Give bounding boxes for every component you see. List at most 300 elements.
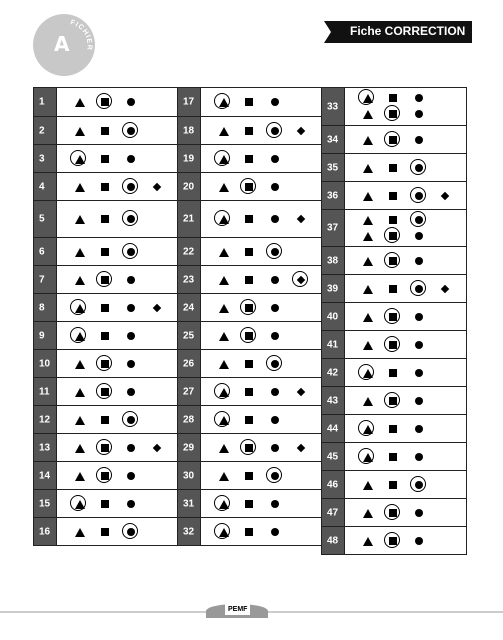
symbol-cell <box>56 322 178 349</box>
question-number-cell <box>178 350 200 377</box>
circled-square-icon <box>387 311 399 323</box>
square-icon <box>243 498 255 510</box>
circled-circle-icon <box>125 246 137 258</box>
circled-circle-icon <box>125 526 137 538</box>
answer-row <box>34 377 178 405</box>
circled-square-icon <box>99 442 111 454</box>
diamond-icon <box>295 386 307 398</box>
answer-row <box>322 274 466 302</box>
symbol-cell <box>56 117 178 144</box>
answer-row <box>322 526 466 554</box>
question-number: 38 <box>327 255 339 266</box>
circled-square-icon <box>99 470 111 482</box>
question-number-cell <box>322 527 344 554</box>
circle-icon <box>413 423 425 435</box>
question-number: 10 <box>39 358 51 369</box>
question-number: 25 <box>183 330 195 341</box>
symbol-cell <box>344 210 466 246</box>
answer-row <box>322 153 466 181</box>
circle-icon <box>125 302 137 314</box>
triangle-icon <box>73 414 85 426</box>
triangle-icon <box>73 470 85 482</box>
question-number: 16 <box>39 526 51 537</box>
square-icon <box>387 283 399 295</box>
question-number-cell <box>178 88 200 116</box>
triangle-icon <box>73 274 85 286</box>
triangle-icon <box>73 442 85 454</box>
circled-triangle-icon <box>73 330 85 342</box>
square-icon <box>99 213 111 225</box>
circled-triangle-icon <box>361 92 373 104</box>
circled-square-icon <box>387 134 399 146</box>
circled-triangle-icon <box>217 96 229 108</box>
circled-circle-icon <box>413 283 425 295</box>
question-number: 42 <box>327 367 339 378</box>
question-number-cell <box>34 322 56 349</box>
answer-column <box>177 87 323 546</box>
circle-icon <box>269 181 281 193</box>
question-number-cell <box>322 210 344 246</box>
circle-icon <box>269 414 281 426</box>
symbol-cell <box>344 331 466 358</box>
answer-grid <box>33 87 468 595</box>
triangle-icon <box>361 339 373 351</box>
question-number-cell <box>34 350 56 377</box>
answer-row <box>322 470 466 498</box>
circled-square-icon <box>243 302 255 314</box>
circled-triangle-icon <box>217 498 229 510</box>
symbol-cell <box>344 88 466 125</box>
answer-row <box>34 433 178 461</box>
square-icon <box>243 470 255 482</box>
circle-icon <box>125 274 137 286</box>
question-number-cell <box>322 415 344 442</box>
circle-icon <box>413 535 425 547</box>
answer-row <box>322 442 466 470</box>
question-number-cell <box>178 434 200 461</box>
triangle-icon <box>361 190 373 202</box>
circled-diamond-icon <box>295 274 307 286</box>
square-icon <box>243 274 255 286</box>
triangle-icon <box>217 302 229 314</box>
question-number-cell <box>34 145 56 172</box>
square-icon <box>387 479 399 491</box>
answer-row <box>34 237 178 265</box>
question-number-cell <box>178 117 200 144</box>
answer-row <box>34 116 178 144</box>
triangle-icon <box>73 125 85 137</box>
question-number-cell <box>34 378 56 405</box>
question-number-cell <box>34 88 56 116</box>
symbol-cell <box>56 518 178 545</box>
answer-row <box>178 265 322 293</box>
square-icon <box>243 358 255 370</box>
circled-circle-icon <box>413 190 425 202</box>
circled-circle-icon <box>125 414 137 426</box>
answer-row <box>34 144 178 172</box>
question-number: 17 <box>183 96 195 108</box>
symbol-cell <box>344 247 466 274</box>
question-number: 6 <box>39 246 45 257</box>
question-number: 19 <box>183 153 195 164</box>
question-number: 14 <box>39 470 51 481</box>
symbol-cell <box>344 415 466 442</box>
question-number: 18 <box>183 125 195 136</box>
square-icon <box>99 414 111 426</box>
question-number-cell <box>34 294 56 321</box>
answer-row <box>178 405 322 433</box>
question-number: 35 <box>327 162 339 173</box>
circle-icon <box>269 386 281 398</box>
circled-square-icon <box>387 230 399 242</box>
triangle-icon <box>361 535 373 547</box>
triangle-icon <box>73 386 85 398</box>
question-number-cell <box>178 238 200 265</box>
symbol-cell <box>344 387 466 414</box>
circle-icon <box>269 213 281 225</box>
circle-icon <box>269 498 281 510</box>
answer-row <box>178 377 322 405</box>
answer-row <box>322 302 466 330</box>
symbol-cell <box>56 238 178 265</box>
question-number-cell <box>34 173 56 200</box>
question-number: 13 <box>39 442 51 453</box>
question-number: 12 <box>39 414 51 425</box>
circled-triangle-icon <box>361 367 373 379</box>
triangle-icon <box>217 358 229 370</box>
square-icon <box>99 153 111 165</box>
symbol-cell <box>344 499 466 526</box>
symbol-cell <box>56 173 178 200</box>
question-number: 2 <box>39 125 45 136</box>
circled-triangle-icon <box>217 213 229 225</box>
question-number-cell <box>322 331 344 358</box>
answer-row <box>178 349 322 377</box>
circle-icon <box>269 302 281 314</box>
question-number-cell <box>322 443 344 470</box>
circled-circle-icon <box>125 181 137 193</box>
answer-row <box>322 414 466 442</box>
circled-triangle-icon <box>73 498 85 510</box>
circle-icon <box>413 339 425 351</box>
question-number-cell <box>178 201 200 237</box>
square-icon <box>243 153 255 165</box>
square-icon <box>387 451 399 463</box>
circled-triangle-icon <box>217 386 229 398</box>
question-number: 28 <box>183 414 195 425</box>
diamond-icon <box>295 213 307 225</box>
triangle-icon <box>361 162 373 174</box>
question-number-cell <box>322 126 344 153</box>
question-number: 33 <box>327 101 339 112</box>
circle-icon <box>125 498 137 510</box>
circle-icon <box>125 153 137 165</box>
question-number-cell <box>322 182 344 209</box>
circle-icon <box>413 108 425 120</box>
answer-column <box>321 87 467 555</box>
question-number-cell <box>322 88 344 125</box>
answer-row <box>178 88 322 116</box>
question-number-cell <box>322 471 344 498</box>
symbol-cell <box>200 518 322 545</box>
circled-circle-icon <box>413 479 425 491</box>
question-number: 46 <box>327 479 339 490</box>
triangle-icon <box>361 283 373 295</box>
square-icon <box>243 246 255 258</box>
circled-square-icon <box>387 535 399 547</box>
symbol-cell <box>56 266 178 293</box>
answer-row <box>34 489 178 517</box>
symbol-cell <box>56 350 178 377</box>
circled-square-icon <box>99 96 111 108</box>
symbol-cell <box>200 322 322 349</box>
square-icon <box>387 190 399 202</box>
symbol-cell <box>344 471 466 498</box>
triangle-icon <box>361 255 373 267</box>
question-number-cell <box>34 406 56 433</box>
square-icon <box>99 302 111 314</box>
symbol-cell <box>344 126 466 153</box>
question-number: 37 <box>327 222 339 234</box>
diamond-icon <box>295 125 307 137</box>
circle-icon <box>269 442 281 454</box>
question-number: 47 <box>327 507 339 518</box>
answer-row <box>322 125 466 153</box>
triangle-icon <box>361 214 373 226</box>
circled-square-icon <box>99 358 111 370</box>
question-number-cell <box>178 294 200 321</box>
answer-row <box>34 349 178 377</box>
answer-row <box>34 200 178 237</box>
answer-row <box>34 293 178 321</box>
question-number-cell <box>322 359 344 386</box>
answer-row <box>178 293 322 321</box>
question-number: 20 <box>183 181 195 192</box>
triangle-icon <box>361 230 373 242</box>
question-number-cell <box>34 462 56 489</box>
question-number: 15 <box>39 498 51 509</box>
circle-icon <box>413 134 425 146</box>
question-number-cell <box>178 173 200 200</box>
circled-circle-icon <box>269 246 281 258</box>
question-number: 21 <box>183 213 195 225</box>
question-number-cell <box>178 322 200 349</box>
answer-row <box>178 517 322 545</box>
answer-row <box>178 461 322 489</box>
circle-icon <box>269 526 281 538</box>
triangle-icon <box>217 442 229 454</box>
answer-row <box>178 489 322 517</box>
answer-row <box>34 265 178 293</box>
circled-circle-icon <box>269 125 281 137</box>
triangle-icon <box>361 134 373 146</box>
svg-text:FICHIER <box>69 19 92 51</box>
square-icon <box>387 423 399 435</box>
answer-row <box>322 386 466 414</box>
banner-text: Fiche CORRECTION <box>350 24 466 38</box>
symbol-cell <box>344 182 466 209</box>
triangle-icon <box>361 395 373 407</box>
question-number-cell <box>178 490 200 517</box>
question-number: 26 <box>183 358 195 369</box>
question-number: 1 <box>39 96 45 108</box>
symbol-cell <box>56 88 178 116</box>
circle-icon <box>413 311 425 323</box>
answer-row <box>34 88 178 116</box>
circled-triangle-icon <box>361 423 373 435</box>
circle-icon <box>413 255 425 267</box>
symbol-cell <box>200 88 322 116</box>
question-number: 5 <box>39 213 45 225</box>
circled-square-icon <box>387 507 399 519</box>
symbol-cell <box>56 406 178 433</box>
question-number: 8 <box>39 302 45 313</box>
circle-icon <box>413 451 425 463</box>
question-number-cell <box>178 378 200 405</box>
circle-icon <box>125 96 137 108</box>
answer-row <box>34 321 178 349</box>
question-number-cell <box>322 275 344 302</box>
answer-row <box>322 181 466 209</box>
circled-triangle-icon <box>73 302 85 314</box>
question-number: 45 <box>327 451 339 462</box>
answer-row <box>178 116 322 144</box>
question-number-cell <box>178 266 200 293</box>
square-icon <box>99 526 111 538</box>
question-number-cell <box>178 145 200 172</box>
square-icon <box>387 92 399 104</box>
circled-circle-icon <box>269 470 281 482</box>
triangle-icon <box>217 330 229 342</box>
publisher-logo: PEMF <box>225 604 250 615</box>
answer-row <box>178 144 322 172</box>
diamond-icon <box>439 283 451 295</box>
square-icon <box>99 125 111 137</box>
diamond-icon <box>439 190 451 202</box>
symbol-cell <box>56 201 178 237</box>
question-number: 23 <box>183 274 195 285</box>
symbol-cell <box>200 434 322 461</box>
square-icon <box>99 246 111 258</box>
circled-circle-icon <box>413 162 425 174</box>
circle-icon <box>125 470 137 482</box>
question-number: 34 <box>327 134 339 145</box>
circled-triangle-icon <box>217 414 229 426</box>
answer-row <box>322 246 466 274</box>
triangle-icon <box>73 358 85 370</box>
square-icon <box>99 330 111 342</box>
question-number-cell <box>34 238 56 265</box>
circled-square-icon <box>99 386 111 398</box>
circled-square-icon <box>387 255 399 267</box>
question-number-cell <box>178 462 200 489</box>
answer-row <box>34 461 178 489</box>
answer-row <box>178 321 322 349</box>
symbol-cell <box>200 201 322 237</box>
symbol-cell <box>344 154 466 181</box>
triangle-icon <box>361 479 373 491</box>
question-number: 43 <box>327 395 339 406</box>
circled-square-icon <box>243 330 255 342</box>
answer-row <box>322 330 466 358</box>
question-number-cell <box>34 117 56 144</box>
square-icon <box>243 125 255 137</box>
question-number-cell <box>322 303 344 330</box>
circled-square-icon <box>99 274 111 286</box>
symbol-cell <box>344 443 466 470</box>
question-number: 39 <box>327 283 339 294</box>
circle-icon <box>413 395 425 407</box>
question-number: 41 <box>327 339 339 350</box>
square-icon <box>387 162 399 174</box>
question-number: 36 <box>327 190 339 201</box>
symbol-cell <box>200 173 322 200</box>
circle-icon <box>125 330 137 342</box>
triangle-icon <box>217 181 229 193</box>
answer-row <box>322 498 466 526</box>
circled-triangle-icon <box>361 451 373 463</box>
question-number: 22 <box>183 246 195 257</box>
answer-row <box>178 433 322 461</box>
circled-triangle-icon <box>217 153 229 165</box>
question-number-cell <box>34 490 56 517</box>
question-number-cell <box>322 387 344 414</box>
triangle-icon <box>73 213 85 225</box>
question-number: 32 <box>183 526 195 537</box>
symbol-cell <box>200 117 322 144</box>
triangle-icon <box>217 125 229 137</box>
question-number: 4 <box>39 181 45 192</box>
circle-icon <box>413 367 425 379</box>
triangle-icon <box>73 246 85 258</box>
symbol-cell <box>200 462 322 489</box>
square-icon <box>243 414 255 426</box>
diamond-icon <box>151 302 163 314</box>
triangle-icon <box>217 246 229 258</box>
symbol-cell <box>200 378 322 405</box>
badge-letter: A <box>54 32 70 56</box>
question-number: 48 <box>327 535 339 546</box>
square-icon <box>243 96 255 108</box>
circle-icon <box>125 442 137 454</box>
answer-row <box>178 237 322 265</box>
triangle-icon <box>73 181 85 193</box>
circle-icon <box>269 153 281 165</box>
question-number: 31 <box>183 498 195 509</box>
symbol-cell <box>200 294 322 321</box>
symbol-cell <box>200 266 322 293</box>
symbol-cell <box>56 462 178 489</box>
triangle-icon <box>361 507 373 519</box>
symbol-cell <box>200 350 322 377</box>
square-icon <box>387 214 399 226</box>
symbol-cell <box>200 406 322 433</box>
circled-circle-icon <box>269 358 281 370</box>
symbol-cell <box>200 490 322 517</box>
question-number-cell <box>34 518 56 545</box>
square-icon <box>243 526 255 538</box>
question-number: 11 <box>39 386 50 397</box>
question-number-cell <box>322 499 344 526</box>
circled-square-icon <box>243 442 255 454</box>
circled-square-icon <box>387 339 399 351</box>
symbol-cell <box>56 145 178 172</box>
answer-row <box>178 200 322 237</box>
circled-circle-icon <box>125 213 137 225</box>
answer-row <box>322 88 466 125</box>
circle-icon <box>125 386 137 398</box>
question-number: 7 <box>39 274 45 285</box>
